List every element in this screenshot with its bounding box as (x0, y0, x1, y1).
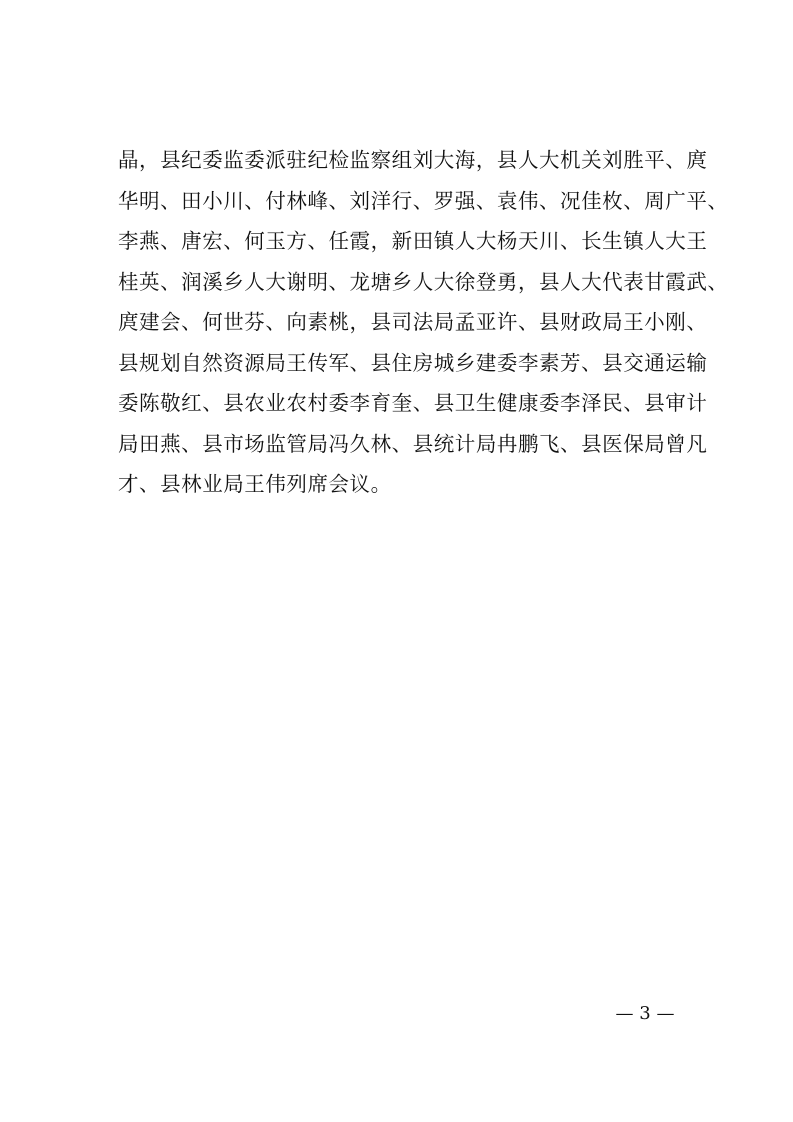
paragraph-line: 桂英、润溪乡人大谢明、龙塘乡人大徐登勇，县人大代表甘霞武、 (118, 269, 729, 294)
paragraph-line: 晶，县纪委监委派驻纪检监察组刘大海，县人大机关刘胜平、庹 (118, 148, 708, 172)
paragraph-line: 李燕、唐宏、何玉方、任霞，新田镇人大杨天川、长生镇人大王 (118, 229, 708, 253)
paragraph-line: 局田燕、县市场监管局冯久林、县统计局冉鹏飞、县医保局曾凡 (118, 431, 708, 456)
paragraph-line: 庹建会、何世芬、向素桃，县司法局孟亚许、县财政局王小刚、 (118, 310, 708, 334)
page-number: — 3 — (615, 1003, 675, 1024)
paragraph-line: 华明、田小川、付林峰、刘洋行、罗强、袁伟、况佳枚、周广平、 (118, 188, 729, 213)
body-paragraph (118, 140, 729, 505)
paragraph-line: 才、县林业局王伟列席会议。 (118, 472, 392, 496)
paragraph-line: 委陈敬红、县农业农村委李育奎、县卫生健康委李泽民、县审计 (118, 391, 708, 415)
paragraph-line: 县规划自然资源局王传军、县住房城乡建委李素芳、县交通运输 (118, 350, 708, 375)
